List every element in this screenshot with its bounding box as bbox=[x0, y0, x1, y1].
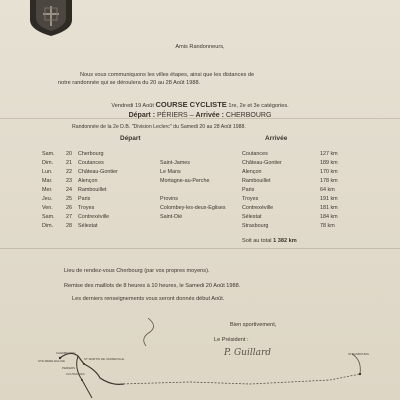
map-label-ste-mere-eglise: STE MERE EGLISE bbox=[38, 359, 66, 363]
table-row bbox=[42, 196, 342, 204]
stage-via: Le Mans bbox=[160, 169, 181, 175]
stage-date: 26 bbox=[66, 205, 72, 211]
table-row bbox=[42, 223, 342, 231]
stage-depart: Cherbourg bbox=[78, 151, 104, 157]
stage-depart: Château-Gontier bbox=[78, 169, 118, 175]
race-categories: 1re, 2e et 3e catégories. bbox=[228, 103, 289, 109]
depart-label: Départ : bbox=[128, 112, 156, 119]
race-date: Vendredi 19 Août bbox=[111, 103, 154, 109]
arrivee-value: CHERBOURG bbox=[225, 112, 272, 119]
intro-line-1: Nous vous communiquons les villes étapes, ainsi que les distances de bbox=[80, 72, 255, 78]
table-row bbox=[42, 169, 342, 177]
stage-day: Sam. bbox=[42, 151, 55, 157]
stage-distance: 184 km bbox=[320, 214, 338, 220]
president-signature: P. Guillard bbox=[224, 348, 272, 358]
stage-distance: 189 km bbox=[320, 160, 338, 166]
intro-line-2: notre randonnée qui se déroulera du 20 au 28 Août 1988. bbox=[58, 80, 201, 86]
coat-of-arms-emblem bbox=[28, 0, 74, 36]
stage-arrivee: Strasbourg bbox=[242, 223, 269, 229]
stage-arrivee: Contrexéville bbox=[242, 205, 274, 211]
stage-arrivee: Alençon bbox=[242, 169, 262, 175]
rdv-line: Lieu de rendez-vous Cherbourg (par vos propres moyens). bbox=[64, 268, 210, 274]
table-header-arrivee: Arrivée bbox=[265, 135, 288, 142]
stage-date: 20 bbox=[66, 151, 72, 157]
stage-date: 28 bbox=[66, 223, 72, 229]
stage-via: Colombey-les-deux-Eglises bbox=[160, 205, 226, 211]
stage-date: 27 bbox=[66, 214, 72, 220]
stage-date: 21 bbox=[66, 160, 72, 166]
stage-depart: Alençon bbox=[78, 178, 98, 184]
closing: Bien sportivement, bbox=[230, 322, 277, 328]
stage-via: Saint-Dié bbox=[160, 214, 183, 220]
fold-line bbox=[0, 248, 400, 249]
table-row bbox=[42, 160, 342, 168]
stage-arrivee: Château-Gontier bbox=[242, 160, 282, 166]
stage-date: 25 bbox=[66, 196, 72, 202]
table-row bbox=[42, 214, 342, 222]
renseignements-line: Les derniers renseignements vous seront donnés début Août. bbox=[72, 296, 225, 302]
stage-depart: Sélestat bbox=[78, 223, 98, 229]
stage-arrivee: Troyes bbox=[242, 196, 259, 202]
stage-arrivee: Paris bbox=[242, 187, 255, 193]
stage-distance: 64 km bbox=[320, 187, 335, 193]
stage-day: Sam. bbox=[42, 214, 55, 220]
map-label-strasbourg: STRASBOURG bbox=[348, 352, 370, 356]
stage-day: Lun. bbox=[42, 169, 53, 175]
stage-day: Mar. bbox=[42, 178, 53, 184]
stage-distance: 78 km bbox=[320, 223, 335, 229]
stage-distance: 170 km bbox=[320, 169, 338, 175]
stage-distance: 181 km bbox=[320, 205, 338, 211]
stage-via: Saint-James bbox=[160, 160, 190, 166]
total-line bbox=[242, 238, 297, 245]
maillots-line: Remise des maillots de 8 heures à 10 heures, le Samedi 20 Août 1988. bbox=[64, 283, 241, 289]
race-title: COURSE CYCLISTE bbox=[155, 100, 227, 109]
stage-day: Jeu. bbox=[42, 196, 53, 202]
stage-arrivee: Rambouillet bbox=[242, 178, 271, 184]
stage-day: Ven. bbox=[42, 205, 53, 211]
map-label-cherbourg: CHERBOURG bbox=[56, 351, 76, 355]
table-row bbox=[42, 187, 342, 195]
stage-depart: Coutances bbox=[78, 160, 104, 166]
arrivee-label: Arrivée : bbox=[195, 112, 224, 119]
table-row bbox=[42, 205, 342, 213]
depart-arrivee-line: Départ : PÉRIERS – Arrivée : CHERBOURG bbox=[128, 112, 272, 119]
stage-day: Mer. bbox=[42, 187, 53, 193]
stage-date: 22 bbox=[66, 169, 72, 175]
total-value: 1 382 km bbox=[273, 238, 297, 244]
stage-day: Dim. bbox=[42, 223, 54, 229]
stage-depart: Troyes bbox=[78, 205, 95, 211]
randonnee-line: Randonnée de la 2e D.B. "Division Leclerc" du Samedi 20 au 28 Août 1988. bbox=[72, 124, 246, 130]
stage-arrivee: Coutances bbox=[242, 151, 268, 157]
map-label-coutances: COUTANCES bbox=[66, 372, 85, 376]
stage-distance: 127 km bbox=[320, 151, 338, 157]
total-label: Soit au total bbox=[242, 238, 272, 244]
president-label: Le Président : bbox=[214, 337, 249, 343]
stage-via: Provins bbox=[160, 196, 178, 202]
table-row bbox=[42, 151, 342, 159]
stage-date: 23 bbox=[66, 178, 72, 184]
map-label-st-martin: ST MARTIN DE VARREVILLE bbox=[84, 357, 125, 361]
stage-date: 24 bbox=[66, 187, 72, 193]
stage-day: Dim. bbox=[42, 160, 54, 166]
stage-distance: 178 km bbox=[320, 178, 338, 184]
stage-distance: 191 km bbox=[320, 196, 338, 202]
depart-value: PÉRIERS bbox=[157, 112, 188, 119]
stage-depart: Contrexéville bbox=[78, 214, 110, 220]
stage-arrivee: Sélestat bbox=[242, 214, 262, 220]
stage-via: Mortagne-au-Perche bbox=[160, 178, 210, 184]
table-row bbox=[42, 178, 342, 186]
map-label-periers: PERIERS bbox=[62, 366, 76, 370]
greeting: Amis Randonneurs, bbox=[175, 44, 225, 50]
stage-depart: Rambouillet bbox=[78, 187, 107, 193]
table-header-depart: Départ bbox=[120, 135, 141, 142]
race-line bbox=[0, 101, 400, 110]
stage-depart: Paris bbox=[78, 196, 91, 202]
